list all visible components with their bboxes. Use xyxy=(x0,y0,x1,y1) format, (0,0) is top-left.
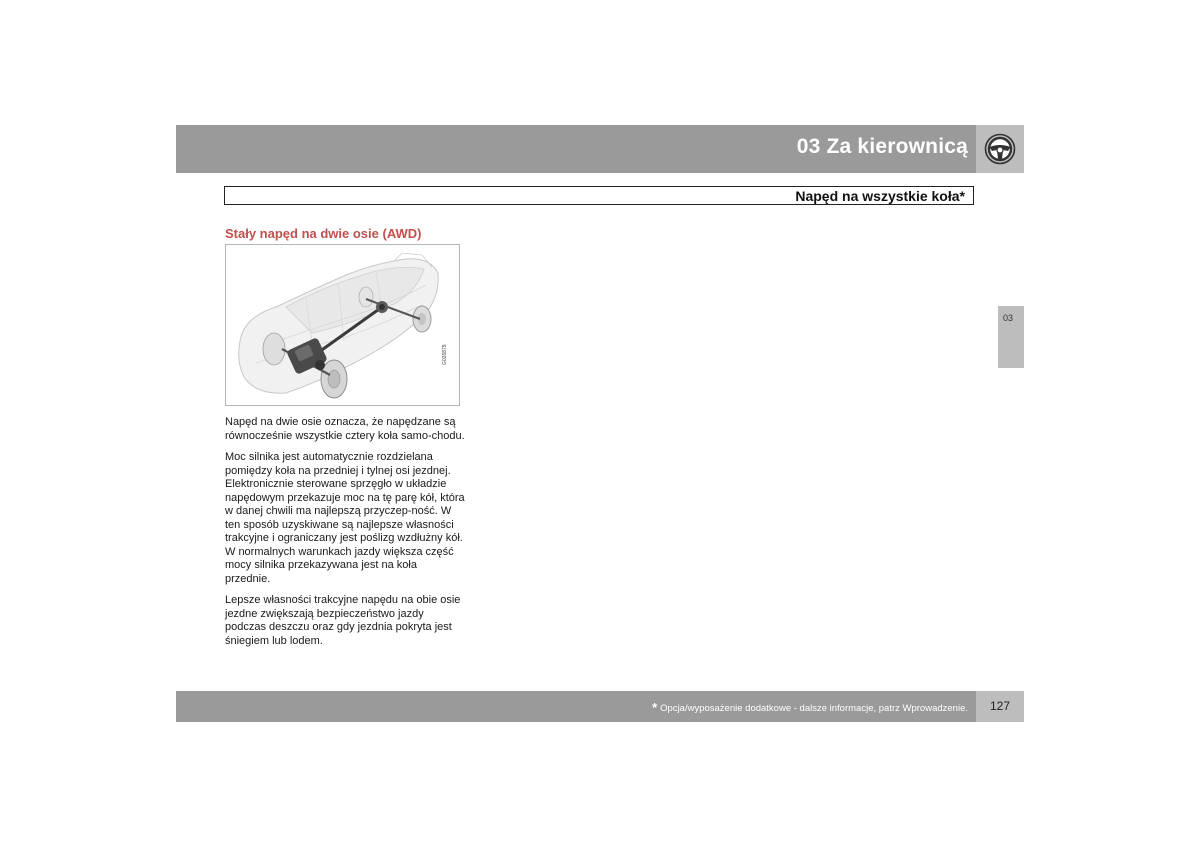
section-header xyxy=(224,186,974,205)
page-number: 127 xyxy=(989,699,1011,713)
chapter-title: 03 Za kierownicą xyxy=(796,135,968,158)
paragraph-2: Moc silnika jest automatycznie rozdzielana pomiędzy koła na przedniej i tylnej osi jezdnej. Elektronicznie sterowane sprzęgło w układzie napędowym przekazuje moc na tę parę kół, która w danej chwili ma najlepszą przyczep-ność. W ten sposób uzyskiwane są najlepsze własności trakcyjne i ograniczany jest poślizg wzdłużny kół. W normalnych warunkach jazdy większa część mocy silnika przekazywana jest na koła przednie. xyxy=(225,451,465,585)
page-number-box xyxy=(976,691,1024,722)
chapter-side-tab[interactable] xyxy=(998,306,1024,368)
chapter-icon-box xyxy=(976,125,1024,173)
subheading: Stały napęd na dwie osie (AWD) xyxy=(225,226,422,241)
section-title: Napęd na wszystkie koła* xyxy=(795,188,965,204)
steering-wheel-icon xyxy=(984,133,1016,165)
figure-code: G026879 xyxy=(442,344,448,365)
awd-drivetrain-car-illustration xyxy=(226,245,459,405)
body-text xyxy=(225,416,465,656)
footer-note-text: Opcja/wyposażenie dodatkowe - dalsze informacje, patrz Wprowadzenie. xyxy=(660,703,968,714)
footer-asterisk: * xyxy=(652,700,658,715)
footer-note xyxy=(652,700,968,715)
side-tab-label: 03 xyxy=(1003,313,1014,323)
chapter-header-band xyxy=(176,125,976,173)
footer-band xyxy=(176,691,976,722)
awd-figure xyxy=(225,244,460,406)
paragraph-3: Lepsze własności trakcyjne napędu na obie osie jezdne zwiększają bezpieczeństwo jazdy podczas deszczu oraz gdy jezdnia pokryta jest śniegiem lub lodem. xyxy=(225,594,461,647)
paragraph-1: Napęd na dwie osie oznacza, że napędzane są równocześnie wszystkie cztery koła samo-chodu. xyxy=(225,416,465,442)
